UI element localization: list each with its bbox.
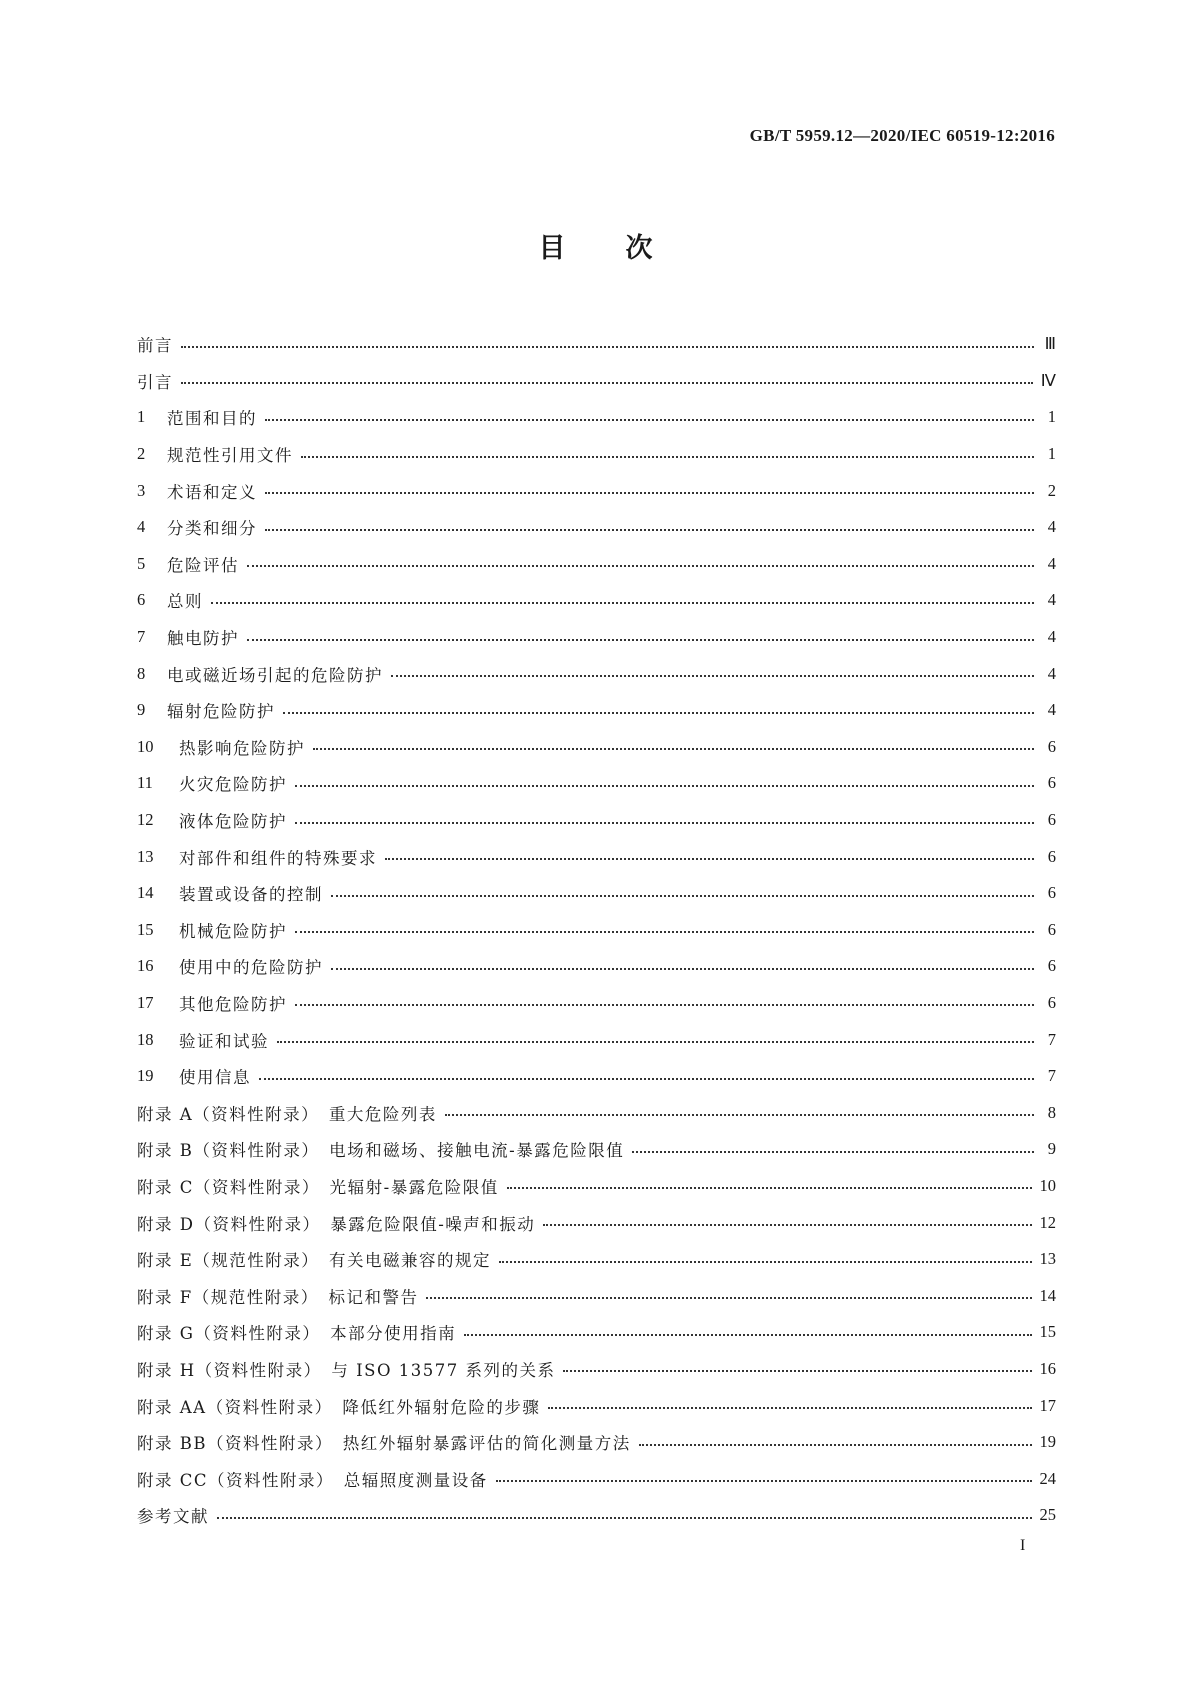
toc-entry[interactable]: [137, 875, 1056, 912]
toc-entry-page: 7: [1047, 1029, 1056, 1049]
toc-entry[interactable]: [137, 1021, 1056, 1058]
table-of-contents: [137, 326, 1056, 1534]
toc-entry[interactable]: [137, 1168, 1056, 1205]
dot-leader: [265, 418, 1034, 421]
toc-entry-page: 7: [1047, 1066, 1056, 1086]
toc-entry[interactable]: [137, 802, 1056, 839]
toc-entry[interactable]: [137, 1204, 1056, 1241]
dot-leader: [445, 1113, 1034, 1116]
toc-entry-title: 机械危险防护: [179, 921, 287, 941]
toc-entry-number: 7: [137, 627, 146, 647]
toc-entry-title: 验证和试验: [179, 1031, 269, 1051]
toc-entry-page: 16: [1039, 1358, 1056, 1378]
toc-entry-number: 15: [137, 919, 154, 939]
dot-leader: [247, 564, 1034, 567]
toc-entry-number: 17: [137, 992, 154, 1012]
toc-entry-title: 附录 B（资料性附录） 电场和磁场、接触电流-暴露危险限值: [137, 1141, 625, 1161]
toc-entry-number: 2: [137, 444, 146, 464]
toc-entry-title: 电或磁近场引起的危险防护: [167, 665, 383, 685]
dot-leader: [295, 784, 1034, 787]
toc-entry[interactable]: [137, 1387, 1056, 1424]
toc-entry-title: 附录 A（资料性附录） 重大危险列表: [137, 1104, 437, 1124]
toc-entry[interactable]: [137, 729, 1056, 766]
dot-leader: [181, 381, 1033, 384]
toc-entry-page: 6: [1047, 919, 1056, 939]
dot-leader: [283, 711, 1034, 714]
toc-entry-page: 1: [1047, 444, 1056, 464]
toc-entry[interactable]: [137, 326, 1056, 363]
title-char-2: 次: [625, 233, 653, 264]
toc-entry-page: 6: [1047, 956, 1056, 976]
toc-entry-number: 10: [137, 736, 154, 756]
page-number: I: [1020, 1537, 1026, 1554]
toc-entry-page: 6: [1047, 883, 1056, 903]
toc-entry-number: 4: [137, 517, 146, 537]
toc-entry-title: 引言: [137, 372, 173, 392]
toc-entry[interactable]: [137, 363, 1056, 400]
toc-entry-page: 1: [1047, 407, 1056, 427]
toc-entry-title: 附录 E（规范性附录） 有关电磁兼容的规定: [137, 1251, 492, 1271]
toc-entry[interactable]: [137, 546, 1056, 583]
toc-entry-title: 附录 H（资料性附录） 与 ISO 13577 系列的关系: [137, 1360, 556, 1380]
dot-leader: [543, 1223, 1031, 1226]
toc-entry-title: 附录 CC（资料性附录） 总辐照度测量设备: [137, 1470, 488, 1490]
dot-leader: [217, 1516, 1032, 1519]
dot-leader: [211, 601, 1034, 604]
dot-leader: [265, 528, 1034, 531]
toc-entry-page: 9: [1047, 1139, 1056, 1159]
toc-entry[interactable]: [137, 619, 1056, 656]
toc-entry-number: 3: [137, 480, 146, 500]
toc-entry-title: 前言: [137, 336, 173, 356]
toc-entry-page: 17: [1039, 1395, 1056, 1415]
toc-entry[interactable]: [137, 985, 1056, 1022]
toc-entry-title: 装置或设备的控制: [179, 885, 323, 905]
toc-entry-number: 13: [137, 846, 154, 866]
toc-entry-title: 辐射危险防护: [167, 702, 275, 722]
toc-entry-page: 6: [1047, 773, 1056, 793]
toc-entry-title: 附录 D（资料性附录） 暴露危险限值-噪声和振动: [137, 1214, 536, 1234]
toc-entry-number: 9: [137, 700, 146, 720]
dot-leader: [563, 1369, 1031, 1372]
toc-entry-page: 6: [1047, 992, 1056, 1012]
toc-entry[interactable]: [137, 765, 1056, 802]
toc-entry[interactable]: [137, 655, 1056, 692]
toc-entry[interactable]: [137, 1241, 1056, 1278]
dot-leader: [277, 1040, 1034, 1043]
toc-entry[interactable]: [137, 1094, 1056, 1131]
toc-entry-page: 4: [1047, 553, 1056, 573]
dot-leader: [632, 1150, 1034, 1153]
page-title: [0, 226, 1191, 265]
dot-leader: [639, 1443, 1032, 1446]
toc-entry-title: 对部件和组件的特殊要求: [179, 848, 377, 868]
toc-entry[interactable]: [137, 1058, 1056, 1095]
toc-entry[interactable]: [137, 1497, 1056, 1534]
title-char-1: 目: [538, 233, 566, 264]
toc-entry-title: 附录 G（资料性附录） 本部分使用指南: [137, 1324, 457, 1344]
toc-entry[interactable]: [137, 912, 1056, 949]
toc-entry-title: 总则: [167, 592, 203, 612]
toc-entry-page: 2: [1047, 480, 1056, 500]
toc-entry-page: 6: [1047, 810, 1056, 830]
toc-entry-page: 4: [1047, 517, 1056, 537]
toc-entry-title: 其他危险防护: [179, 994, 287, 1014]
toc-entry-number: 16: [137, 956, 154, 976]
toc-entry-page: 4: [1047, 663, 1056, 683]
toc-entry-title: 附录 BB（资料性附录） 热红外辐射暴露评估的简化测量方法: [137, 1434, 631, 1454]
toc-entry[interactable]: [137, 1131, 1056, 1168]
dot-leader: [301, 455, 1034, 458]
toc-entry-page: 4: [1047, 627, 1056, 647]
toc-entry-title: 触电防护: [167, 629, 239, 649]
toc-entry[interactable]: [137, 1314, 1056, 1351]
toc-entry[interactable]: [137, 948, 1056, 985]
toc-entry-number: 1: [137, 407, 146, 427]
toc-entry-page: 19: [1039, 1432, 1056, 1452]
toc-entry-page: 4: [1047, 590, 1056, 610]
toc-entry-number: 19: [137, 1066, 154, 1086]
toc-entry-number: 18: [137, 1029, 154, 1049]
toc-entry-page: 14: [1039, 1285, 1056, 1305]
toc-entry-page: 6: [1047, 736, 1056, 756]
toc-entry-page: 15: [1039, 1322, 1056, 1342]
toc-entry-title: 参考文献: [137, 1507, 209, 1527]
toc-entry[interactable]: [137, 838, 1056, 875]
standard-code: GB/T 5959.12—2020/IEC 60519-12:2016: [749, 126, 1055, 145]
toc-entry-title: 火灾危险防护: [179, 775, 287, 795]
dot-leader: [426, 1296, 1031, 1299]
toc-entry-page: 12: [1039, 1212, 1056, 1232]
toc-entry-title: 液体危险防护: [179, 812, 287, 832]
toc-entry-title: 热影响危险防护: [179, 738, 305, 758]
toc-entry-title: 附录 F（规范性附录） 标记和警告: [137, 1287, 419, 1307]
toc-entry-number: 11: [137, 773, 153, 793]
toc-entry-page: 4: [1047, 700, 1056, 720]
toc-entry-title: 使用中的危险防护: [179, 958, 323, 978]
dot-leader: [181, 345, 1034, 348]
dot-leader: [499, 1260, 1031, 1263]
dot-leader: [295, 821, 1034, 824]
toc-entry-number: 8: [137, 663, 146, 683]
dot-leader: [313, 747, 1034, 750]
dot-leader: [247, 638, 1034, 641]
toc-entry[interactable]: [137, 1424, 1056, 1461]
dot-leader: [265, 491, 1034, 494]
toc-entry-number: 14: [137, 883, 154, 903]
toc-entry-title: 附录 C（资料性附录） 光辐射-暴露危险限值: [137, 1177, 499, 1197]
toc-entry-number: 6: [137, 590, 146, 610]
toc-entry[interactable]: [137, 509, 1056, 546]
toc-entry-title: 附录 AA（资料性附录） 降低红外辐射危险的步骤: [137, 1397, 541, 1417]
toc-entry-number: 12: [137, 810, 154, 830]
dot-leader: [295, 930, 1034, 933]
dot-leader: [331, 967, 1034, 970]
dot-leader: [331, 894, 1034, 897]
toc-entry[interactable]: [137, 436, 1056, 473]
dot-leader: [391, 674, 1034, 677]
dot-leader: [548, 1406, 1031, 1409]
toc-entry-title: 规范性引用文件: [167, 446, 293, 466]
toc-entry-page: 10: [1039, 1175, 1056, 1195]
dot-leader: [496, 1479, 1032, 1482]
toc-entry-title: 范围和目的: [167, 409, 257, 429]
toc-entry-title: 术语和定义: [167, 482, 257, 502]
toc-entry-title: 使用信息: [179, 1068, 251, 1088]
dot-leader: [259, 1077, 1034, 1080]
toc-entry[interactable]: [137, 1277, 1056, 1314]
toc-entry-page: Ⅲ: [1044, 334, 1056, 354]
toc-entry-page: Ⅳ: [1040, 370, 1056, 390]
toc-entry-page: 13: [1039, 1249, 1056, 1269]
toc-entry[interactable]: [137, 692, 1056, 729]
toc-entry-page: 6: [1047, 846, 1056, 866]
toc-entry[interactable]: [137, 472, 1056, 509]
toc-entry[interactable]: [137, 399, 1056, 436]
dot-leader: [385, 857, 1034, 860]
toc-entry-page: 8: [1047, 1102, 1056, 1122]
dot-leader: [464, 1333, 1031, 1336]
toc-entry[interactable]: [137, 582, 1056, 619]
toc-entry-number: 5: [137, 553, 146, 573]
toc-entry[interactable]: [137, 1460, 1056, 1497]
toc-entry-page: 25: [1039, 1505, 1056, 1525]
dot-leader: [507, 1186, 1032, 1189]
toc-entry-title: 危险评估: [167, 555, 239, 575]
toc-entry[interactable]: [137, 1351, 1056, 1388]
toc-entry-page: 24: [1039, 1468, 1056, 1488]
dot-leader: [295, 1003, 1034, 1006]
toc-entry-title: 分类和细分: [167, 519, 257, 539]
